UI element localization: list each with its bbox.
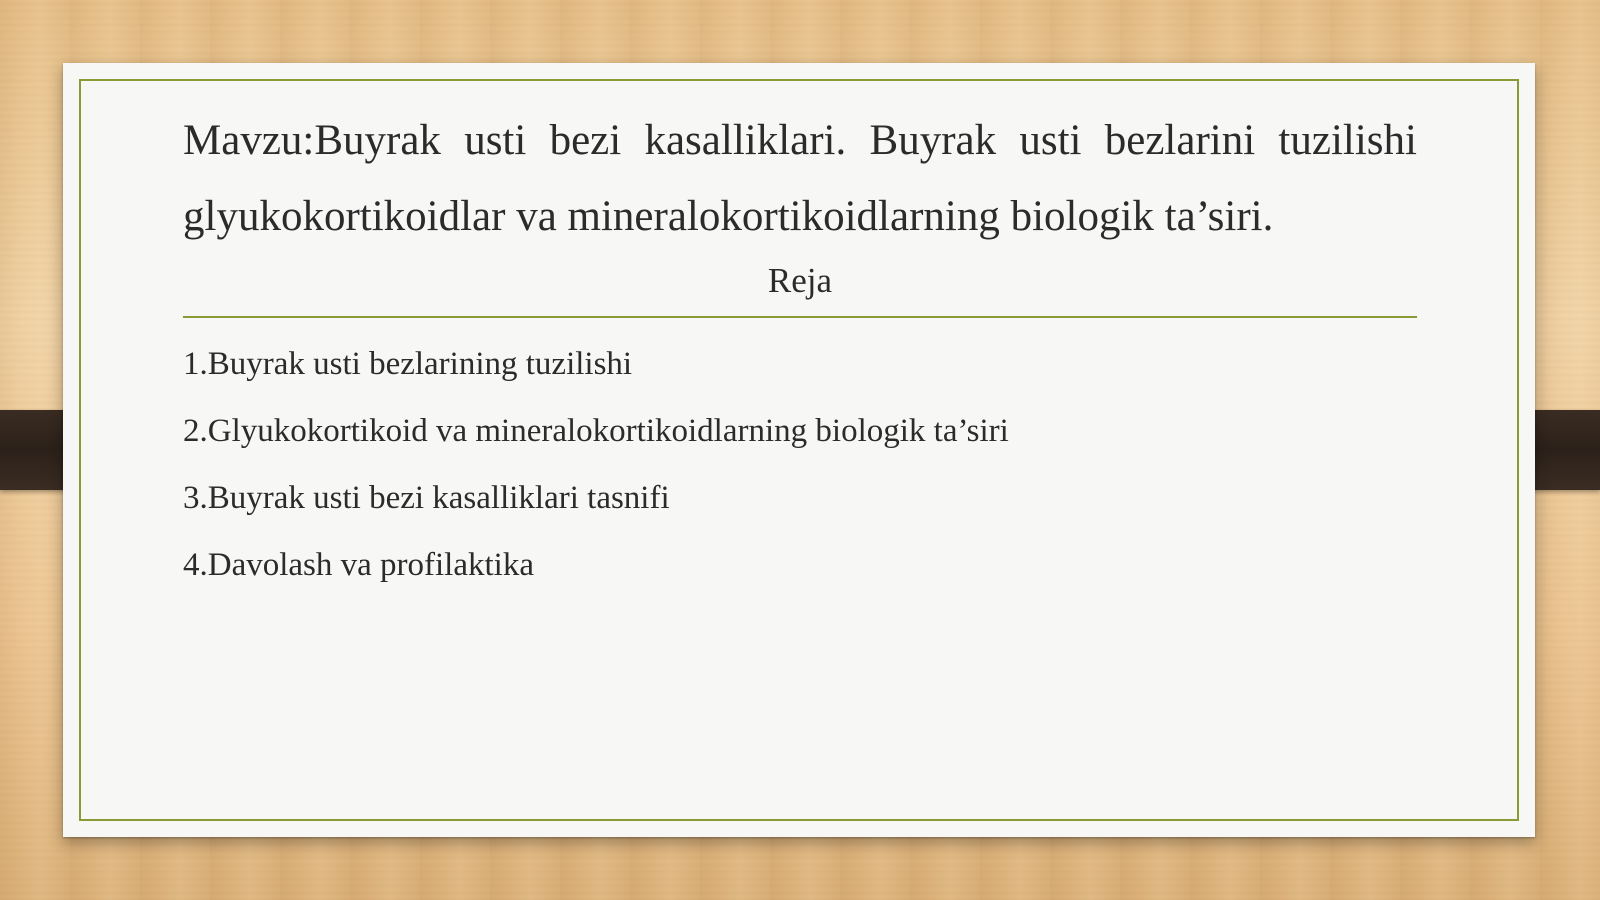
slide-title: Mavzu:Buyrak usti bezi kasalliklari. Buyrak usti bezlarini tuzilishi glyukokortikoidlar va mineralokortikoidlarning biologik ta’siri.: [183, 117, 1417, 240]
plan-item-1: 1.Buyrak usti bezlarining tuzilishi: [183, 346, 633, 382]
plan-item-4: 4.Davolash va profilaktika: [183, 547, 534, 583]
slide-paper: [63, 63, 1535, 837]
plan-item-3: 3.Buyrak usti bezi kasalliklari tasnifi: [183, 480, 670, 516]
plan-list: [183, 331, 1417, 599]
title-divider: [183, 316, 1417, 318]
plan-item-2: 2.Glyukokortikoid va mineralokortikoidlarning biologik ta’siri: [183, 413, 1009, 449]
slide-subtitle: Reja: [767, 261, 833, 300]
